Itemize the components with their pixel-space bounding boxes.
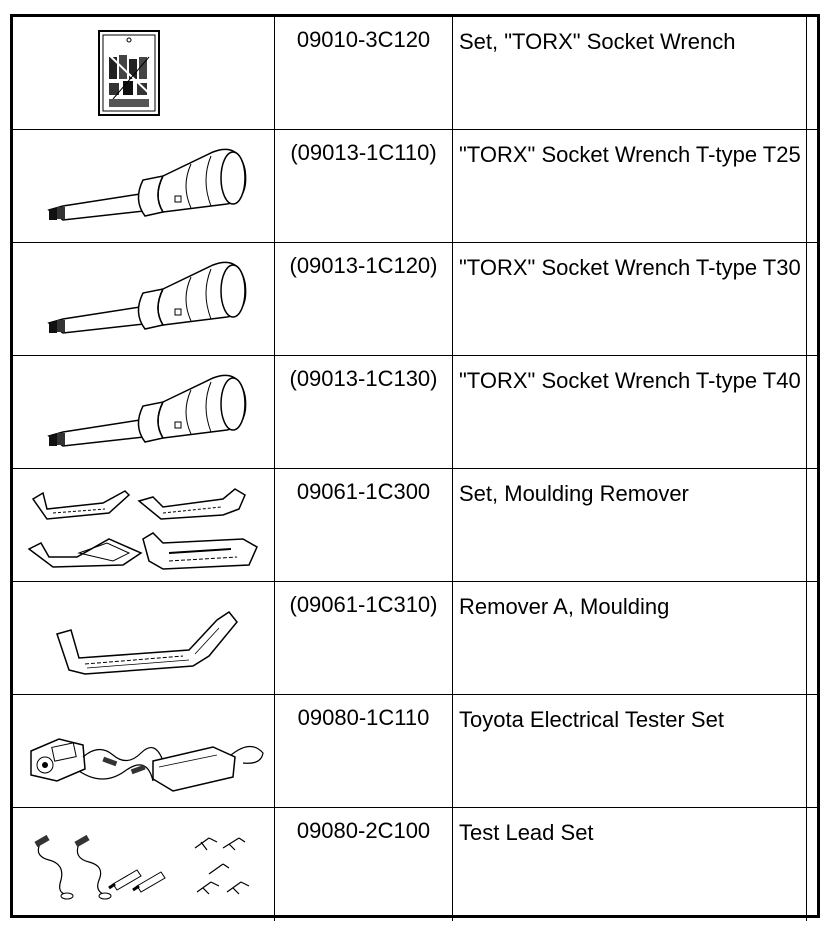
table-row [13, 17, 817, 130]
extra-column [807, 808, 817, 921]
extra-column [807, 695, 817, 807]
part-number: (09013-1C120) [275, 243, 453, 355]
part-description: Remover A, Moulding [453, 582, 807, 694]
part-description: "TORX" Socket Wrench T-type T40 [453, 356, 807, 468]
part-number: (09061-1C310) [275, 582, 453, 694]
tool-image-cell [13, 130, 275, 242]
moulding-remover-icon [13, 582, 275, 694]
extra-column [807, 243, 817, 355]
part-description: "TORX" Socket Wrench T-type T25 [453, 130, 807, 242]
tool-image-cell [13, 469, 275, 581]
part-number: 09080-1C110 [275, 695, 453, 807]
table-row [13, 356, 817, 469]
table-row [13, 695, 817, 808]
electrical-tester-set-icon [13, 695, 275, 807]
extra-column [807, 356, 817, 468]
tool-table [10, 14, 820, 918]
test-lead-set-icon [13, 808, 275, 920]
extra-column [807, 17, 817, 129]
tool-image-cell [13, 695, 275, 807]
table-row [13, 130, 817, 243]
moulding-remover-set-icon [13, 469, 275, 581]
table-row [13, 582, 817, 695]
torx-socket-wrench-icon [13, 243, 275, 355]
tool-image-cell [13, 582, 275, 694]
part-number: (09013-1C110) [275, 130, 453, 242]
torx-socket-wrench-icon [13, 130, 275, 242]
part-description: Set, Moulding Remover [453, 469, 807, 581]
part-description: "TORX" Socket Wrench T-type T30 [453, 243, 807, 355]
tool-image-cell [13, 17, 275, 129]
part-number: 09061-1C300 [275, 469, 453, 581]
tool-image-cell [13, 243, 275, 355]
tool-image-cell [13, 356, 275, 468]
part-number: 09080-2C100 [275, 808, 453, 921]
table-row [13, 243, 817, 356]
part-description: Toyota Electrical Tester Set [453, 695, 807, 807]
table-row [13, 808, 817, 921]
extra-column [807, 469, 817, 581]
extra-column [807, 130, 817, 242]
tool-image-cell [13, 808, 275, 921]
part-description: Set, "TORX" Socket Wrench [453, 17, 807, 129]
extra-column [807, 582, 817, 694]
part-number: (09013-1C130) [275, 356, 453, 468]
torx-socket-wrench-icon [13, 356, 275, 468]
part-description: Test Lead Set [453, 808, 807, 921]
socket-set-case-icon [13, 17, 275, 129]
part-number: 09010-3C120 [275, 17, 453, 129]
table-row [13, 469, 817, 582]
